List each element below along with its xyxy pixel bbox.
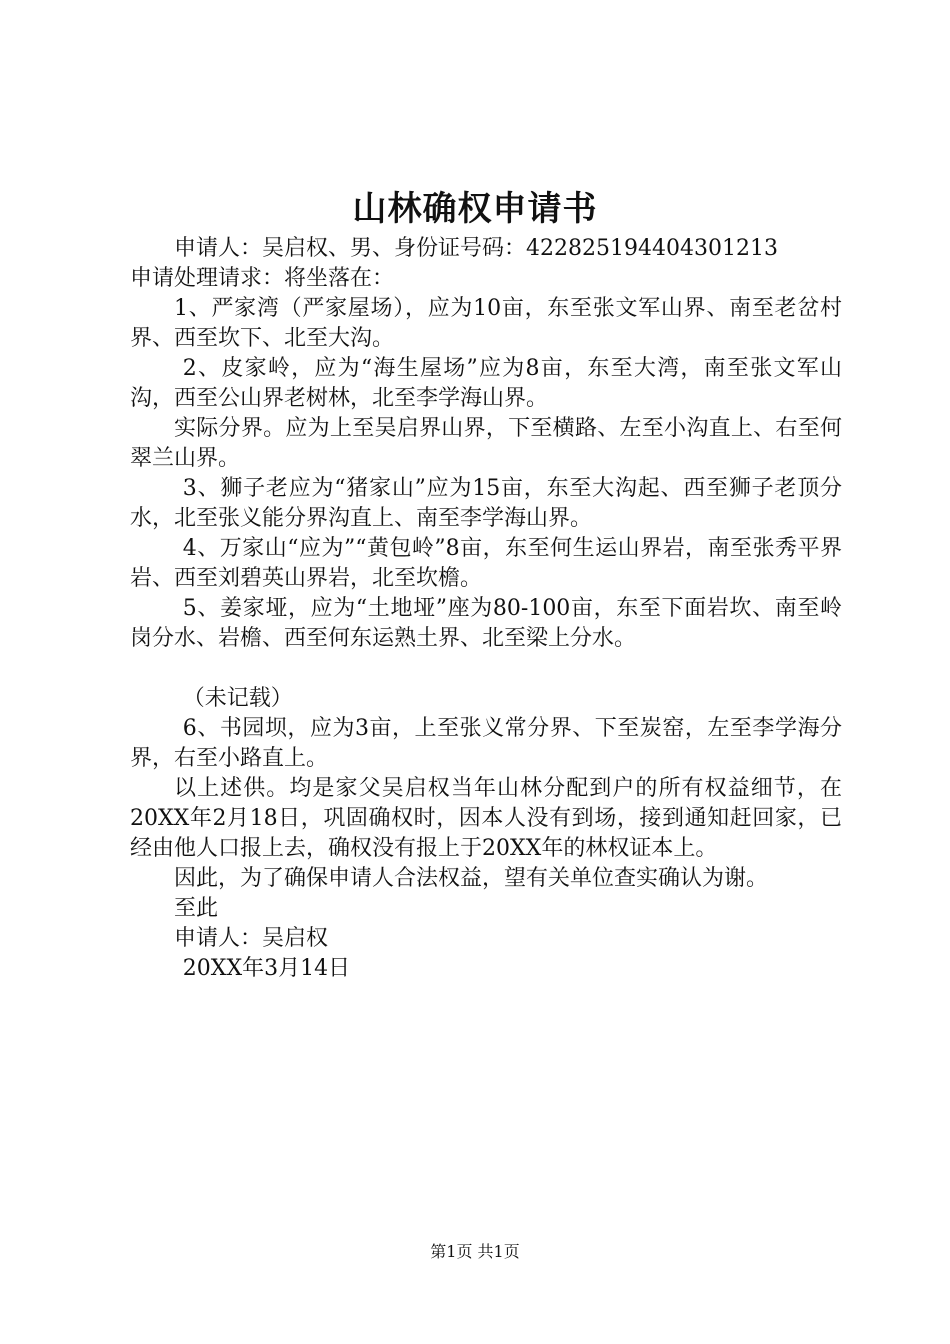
item-6: 6、书园坝，应为3亩，上至张义常分界、下至炭窑，左至李学海分界，右至小路直上。 [130, 716, 842, 771]
closing-line: 至此 [174, 896, 219, 921]
item-2: 2、皮家岭，应为“海生屋场”应为8亩，东至大湾，南至张文军山沟，西至公山界老树林，北至李学海山界。 [130, 356, 842, 411]
blank-line [130, 654, 842, 684]
signature-line: 申请人：吴启权 [174, 926, 329, 951]
item-5: 5、姜家垭，应为“土地垭”座为80-100亩，东至下面岩坎、南至岭岗分水、岩檐、西至何东运熟土界、北至梁上分水。 [130, 596, 842, 651]
request-intro: 申请处理请求：将坐落在： [130, 266, 395, 291]
page-number: 第1页 共1页 [430, 1242, 520, 1261]
statement-paragraph: 以上述供。均是家父吴启权当年山林分配到户的所有权益细节，在20XX年2月18日，巩固确权时，因本人没有到场，接到通知赶回家，已经由他人口报上去，确权没有报上于20XX年的林权证本上。 [130, 776, 842, 861]
date-line: 20XX年3月14日 [182, 956, 351, 981]
applicant-line: 申请人：吴启权、男、身份证号码：422825194404301213 [174, 236, 778, 261]
item-1: 1、严家湾（严家屋场），应为10亩，东至张文军山界、南至老岔村界、西至坎下、北至大沟。 [130, 296, 842, 351]
document-title: 山林确权申请书 [352, 189, 598, 229]
item-4: 4、万家山“应为”“黄包岭”8亩，东至何生运山界岩，南至张秀平界岩、西至刘碧英山界岩，北至坎檐。 [130, 536, 842, 591]
request-paragraph: 因此，为了确保申请人合法权益，望有关单位查实确认为谢。 [174, 866, 769, 891]
actual-boundary: 实际分界。应为上至吴启界山界，下至横路、左至小沟直上、右至何翠兰山界。 [130, 416, 842, 471]
document-body [130, 234, 842, 984]
item-3: 3、狮子老应为“猪家山”应为15亩，东至大沟起、西至狮子老顶分水，北至张义能分界沟直上、南至李学海山界。 [130, 476, 842, 531]
not-recorded-note: （未记载） [182, 686, 293, 711]
